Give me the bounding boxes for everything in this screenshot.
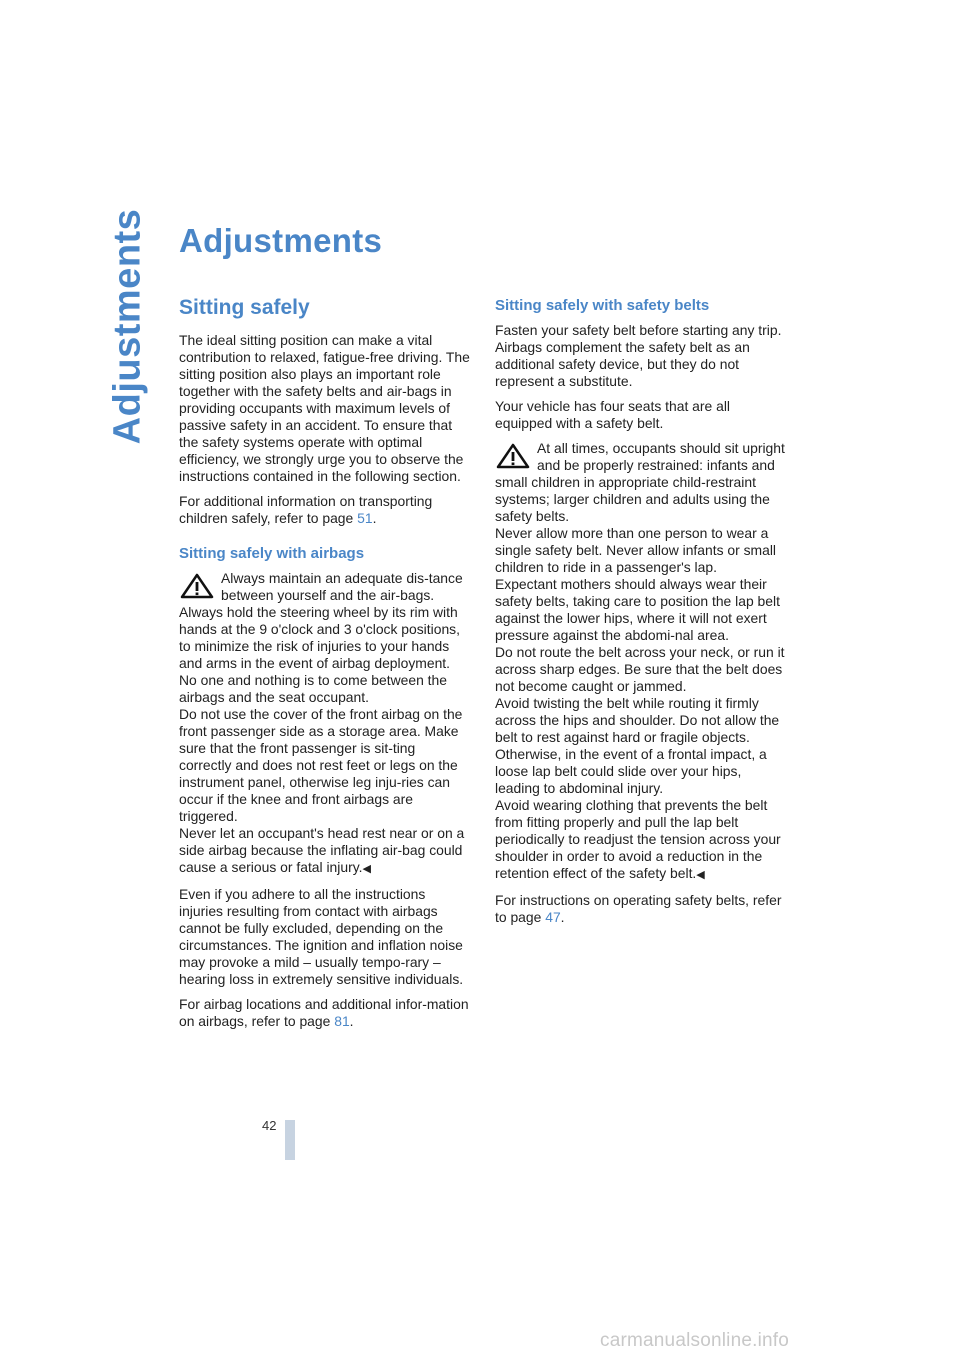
side-tab-label: Adjustments: [106, 208, 149, 444]
transport-text: For additional information on transporting children safely, refer to page: [179, 493, 433, 526]
warning-triangle-icon: [495, 443, 531, 469]
locations-paragraph: For airbag locations and additional infor-mation on airbags, refer to page 81.: [179, 996, 469, 1029]
instructions-paragraph: For instructions on operating safety belts, refer to page 47.: [495, 892, 782, 925]
locations-page-link[interactable]: 81: [334, 1013, 350, 1029]
airbag-warning-line: No one and nothing is to come between the airbags and the seat occupant.: [179, 672, 447, 705]
intro-paragraph: The ideal sitting position can make a vital contribution to relaxed, fatigue-free driving. The sitting position also plays an important role together with the safety belts and air-bags in providing occupants with maximum levels of passive safety in an accident. To ensure that the safety systems operate with optimal efficiency, we strongly urge you to observe the instructions contained in the following section.: [179, 332, 470, 484]
side-tab: [98, 208, 158, 444]
section-title-sitting-safely: Sitting safely: [179, 296, 310, 319]
belt-warning-line: Do not route the belt across your neck, or run it across sharp edges. Be sure that the belt does not become caught or jammed.: [495, 644, 785, 694]
warning-triangle-icon: [179, 573, 215, 599]
fasten-paragraph: Fasten your safety belt before starting any trip. Airbags complement the safety belt as an additional safety device, but they do not represent a substitute.: [495, 322, 782, 389]
even-if-paragraph: Even if you adhere to all the instructions injuries resulting from contact with airbags cannot be fully excluded, depending on the circumstances. The ignition and inflation noise may provoke a mild – usually tempo-rary – hearing loss in extremely sensitive individuals.: [179, 886, 464, 987]
right-column: [495, 296, 787, 934]
subsection-airbags-title: Sitting safely with airbags: [179, 545, 365, 562]
airbag-warning-line-last: Never let an occupant's head rest near or on a side airbag because the inflating air-bag could cause a serious or fatal injury.◀: [179, 825, 465, 875]
airbag-warning-line: Always maintain an adequate dis-tance between yourself and the air-bags. Always hold the steering wheel by its rim with hands at the 9 o'clock and 3 o'clock positions, to minimize the risk of injuries to your hands and arms in the event of airbag deployment.: [179, 570, 463, 671]
belt-warning-line-last: Avoid wearing clothing that prevents the belt from fitting properly and pull the lap belt periodically to readjust the tension across your shoulder in order to avoid a reduction in the retention effect of the safety belt.◀: [495, 797, 781, 881]
instructions-page-link[interactable]: 47: [545, 909, 561, 925]
end-mark-icon: ◀: [696, 869, 705, 881]
instructions-text: For instructions on operating safety belts, refer to page: [495, 892, 782, 925]
page-marker-bar: [285, 1120, 295, 1160]
airbag-warning: [179, 570, 471, 878]
belt-warning: [495, 440, 787, 884]
four-seats-paragraph: Your vehicle has four seats that are all equipped with a safety belt.: [495, 398, 730, 431]
left-column: [179, 296, 471, 1038]
belt-warning-line: At all times, occupants should sit upright and be properly restrained: infants and small children in appropriate child-restraint systems; larger children and adults using the safety belts.: [495, 440, 785, 524]
transport-paragraph: For additional information on transporting children safely, refer to page 51.: [179, 493, 433, 526]
page-number: 42: [262, 1118, 277, 1133]
belt-warning-line: Expectant mothers should always wear their safety belts, taking care to position the lap belt against the lower hips, where it will not exert pressure against the abdomi-nal area.: [495, 576, 780, 643]
transport-page-link[interactable]: 51: [357, 510, 373, 526]
footer-watermark-logo: carmanualsonline.info: [600, 1330, 790, 1351]
subsection-belts-title: Sitting safely with safety belts: [495, 297, 710, 314]
end-mark-icon: ◀: [362, 863, 371, 875]
belt-warning-line: Never allow more than one person to wear a single safety belt. Never allow infants or small children to ride in a passenger's lap.: [495, 525, 777, 575]
locations-text: For airbag locations and additional infor-mation on airbags, refer to page: [179, 996, 469, 1029]
airbag-warning-line: Do not use the cover of the front airbag on the front passenger side as a storage area. Make sure that the front passenger is sit-ting correctly and does not rest feet or legs on the instrument panel, otherwise leg inju-ries can occur if the knee and front airbags are triggered.: [179, 706, 463, 824]
chapter-title: Adjustments: [179, 222, 383, 259]
belt-warning-line: Avoid twisting the belt while routing it firmly across the hips and shoulder. Do not allow the belt to rest against hard or fragile objects. Otherwise, in the event of a frontal impact, a loose lap belt could slide over your hips, leading to abdominal injury.: [495, 695, 780, 796]
